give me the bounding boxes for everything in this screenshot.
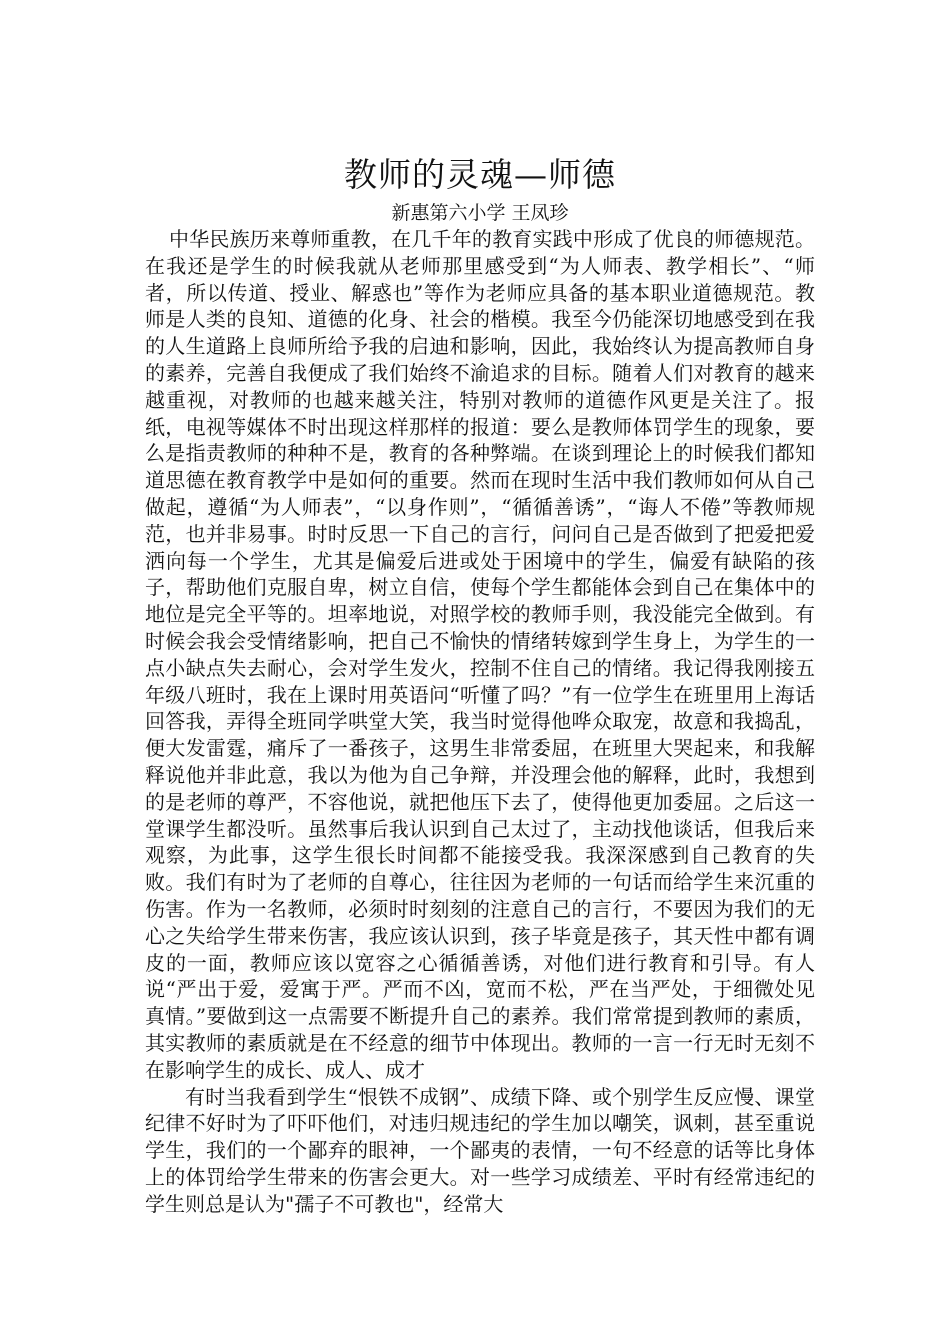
paragraph-1: 中华民族历来尊师重教，在几千年的教育实践中形成了优良的师德规范。在我还是学生的时候我就从老师那里感受到“为人师表、教学相长”、“师者，所以传道、授业、解惑也”等作为老师应具备的基本职业道德规范。教师是人类的良知、道德的化身、社会的楷模。我至今仍能深切地感受到在我的人生道路上良师所给予我的启迪和影响，因此，我始终认为提高教师自身的素养，完善自我便成了我们始终不渝追求的目标。随着人们对教育的越来越重视，对教师的也越来越关注，特别对教师的道德作风更是关注了。报纸，电视等媒体不时出现这样那样的报道：要么是教师体罚学生的现象，要么是指责教师的种种不是，教育的各种弊端。在谈到理论上的时候我们都知道思德在教育教学中是如何的重要。然而在现时生活中我们教师如何从自己做起，遵循“为人师表”，“以身作则”，“循循善诱”，“诲人不倦”等教师规范，也并非易事。时时反思一下自己的言行，问问自己是否做到了把爱把爱洒向每一个学生，尤其是偏爱后进或处于困境中的学生，偏爱有缺陷的孩子，帮助他们克服自卑，树立自信，使每个学生都能体会到自己在集体中的地位是完全平等的。坦率地说，对照学校的教师手则，我没能完全做到。有时候会我会受情绪影响，把自己不愉快的情绪转嫁到学生身上，为学生的一点小缺点失去耐心，会对学生发火，控制不住自己的情绪。我记得我刚接五年级八班时，我在上课时用英语问“听懂了吗？”有一位学生在班里用上海话回答我，弄得全班同学哄堂大笑，我当时觉得他哗众取宠，故意和我捣乱，便大发雷霆，痛斥了一番孩子，这男生非常委屈，在班里大哭起来，和我解释说他并非此意，我以为他为自己争辩，并没理会他的解释，此时，我想到的是老师的尊严，不容他说，就把他压下去了，使得他更加委屈。之后这一堂课学生都没听。虽然事后我认识到自己太过了，主动找他谈话，但我后来观察，为此事，这学生很长时间都不能接受我。我深深感到自己教育的失败。我们有时为了老师的自尊心，往往因为老师的一句话而给学生来沉重的伤害。作为一名教师，必须时时刻刻的注意自己的言行，不要因为我们的无心之失给学生带来伤害，我应该认识到，孩子毕竟是孩子，其天性中都有调皮的一面，教师应该以宽容之心循循善诱，对他们进行教育和引导。有人说“严出于爱，爱寓于严。严而不凶，宽而不松，严在当严处，于细微处见真情。”要做到这一点需要不断提升自己的素养。我们常常提到教师的素质，其实教师的素质就是在不经意的细节中体现出。教师的一言一行无时无刻不在影响学生的成长、成人、成才 [145, 227, 815, 1082]
document-title: 教师的灵魂—师德 [344, 155, 616, 194]
document-page [145, 150, 815, 1217]
document-author: 新惠第六小学 王凤珍 [391, 202, 569, 224]
paragraph-2: 有时当我看到学生“恨铁不成钢”、成绩下降、或个别学生反应慢、课堂纪律不好时为了吓吓他们，对违归规违纪的学生加以嘲笑，讽刺，甚至重说学生，我们的一个鄙弃的眼神，一个鄙夷的表情，一句不经意的话等比身体上的体罚给学生带来的伤害会更大。对一些学习成绩差、平时有经常违纪的学生则总是认为"孺子不可教也"，经常大 [145, 1084, 815, 1216]
